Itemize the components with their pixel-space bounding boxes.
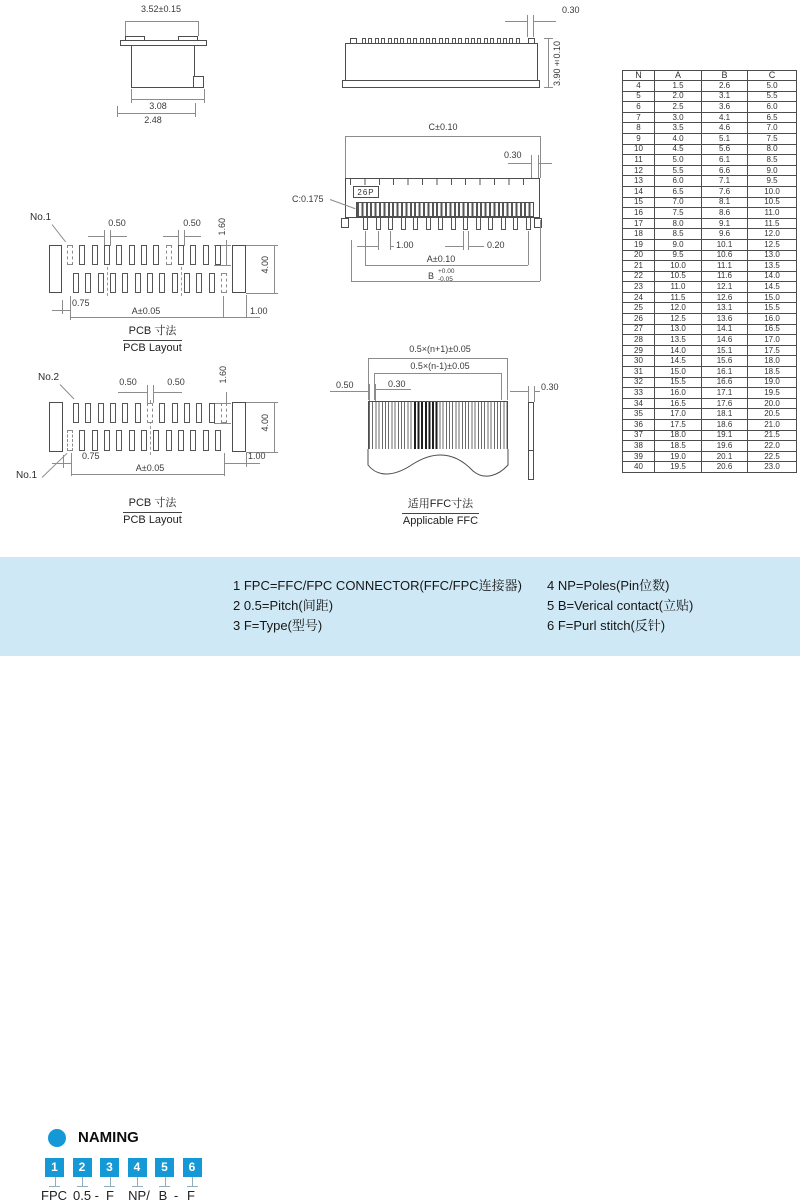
dim-overall-width: C±0.10 [428, 122, 458, 132]
solder-leg [426, 218, 431, 230]
dim-edge: 0.30 [504, 150, 522, 160]
dim-pitch: 1.00 [396, 240, 414, 250]
code-part-dash: - [173, 1188, 179, 1203]
table-row: 36 17.5 18.6 21.0 [623, 420, 797, 431]
naming-box-5: 5 [155, 1158, 174, 1177]
solder-pad [172, 273, 178, 293]
dim-b-tol-plus: +0.00 [438, 268, 455, 275]
solder-pad [184, 273, 190, 293]
table-row: 23 11.0 12.1 14.5 [623, 282, 797, 293]
dim-pad-50a: 0.50 [119, 377, 137, 387]
solder-pad [92, 245, 98, 265]
table-row: 38 18.5 19.6 22.0 [623, 441, 797, 452]
solder-pad [98, 273, 104, 293]
solder-pad [73, 403, 79, 423]
solder-pad [85, 403, 91, 423]
table-row: 8 3.5 4.6 7.0 [623, 123, 797, 134]
solder-leg [501, 218, 506, 230]
solder-pad [67, 430, 73, 451]
table-row: 34 16.5 17.6 20.0 [623, 398, 797, 409]
solder-pad [122, 273, 128, 293]
pin-no1-label: No.1 [30, 212, 52, 223]
solder-leg [526, 218, 531, 230]
pin-no2-label: No.2 [38, 372, 60, 383]
housing-step [193, 76, 204, 88]
table-row: 28 13.5 14.6 17.0 [623, 335, 797, 346]
solder-leg [376, 218, 381, 230]
note-5: 5 B=Verical contact(立贴) [547, 598, 694, 613]
solder-leg [476, 218, 481, 230]
solder-pad [79, 430, 85, 451]
table-row: 17 8.0 9.1 11.5 [623, 218, 797, 229]
dim-075: 0.75 [72, 298, 90, 308]
dim-400: 4.00 [260, 256, 270, 274]
pad-row-bottom [67, 430, 221, 451]
dim-160: 1.60 [217, 218, 227, 236]
table-row: 10 4.5 5.6 8.0 [623, 144, 797, 155]
dim-n-plus: 0.5×(n+1)±0.05 [409, 344, 471, 354]
solder-pad [147, 273, 153, 293]
code-part-poles: NP/ [128, 1188, 150, 1203]
dim-pin-edge: 0.30 [562, 5, 580, 15]
contact-pitch-label: C:0.175 [292, 194, 324, 204]
solder-pad [203, 245, 209, 265]
table-row: 29 14.0 15.1 17.5 [623, 345, 797, 356]
solder-pad [141, 245, 147, 265]
table-row: 31 15.0 16.1 18.5 [623, 367, 797, 378]
solder-pad [221, 403, 227, 423]
ffc-conductors-dark [414, 402, 438, 449]
caption-en: Applicable FFC [402, 515, 479, 528]
naming-box-2: 2 [73, 1158, 92, 1177]
caption-cn: PCB 寸法 [123, 325, 183, 341]
dim-030-right: 0.30 [541, 382, 559, 392]
table-row: 39 19.0 20.1 22.5 [623, 451, 797, 462]
solder-pad [116, 245, 122, 265]
table-row: 15 7.0 8.1 10.5 [623, 197, 797, 208]
connector-base [342, 80, 540, 88]
solder-pad [104, 430, 110, 451]
dim-100: 1.00 [248, 451, 266, 461]
table-row: 4 1.5 2.6 5.0 [623, 81, 797, 92]
solder-pad [98, 403, 104, 423]
poles-label: 26P [353, 186, 379, 198]
code-part-fpc: FPC [41, 1188, 67, 1203]
dim-a: A±0.10 [426, 254, 456, 264]
dim-075: 0.75 [82, 451, 100, 461]
caption-en: PCB Layout [123, 342, 182, 355]
caption-en: PCB Layout [123, 514, 182, 527]
table-row: 32 15.5 16.6 19.0 [623, 377, 797, 388]
table-row: 27 13.0 14.1 16.5 [623, 324, 797, 335]
solder-pad [67, 245, 73, 265]
ffc-cable-break [367, 449, 509, 481]
anchor-pad [232, 402, 246, 452]
solder-pad [116, 430, 122, 451]
table-row: 11 5.0 6.1 8.5 [623, 155, 797, 166]
col-header-c: C [748, 71, 797, 81]
solder-pad [221, 273, 227, 293]
dim-050: 0.50 [336, 380, 354, 390]
ffc-conductors [368, 401, 508, 450]
solder-pad [203, 430, 209, 451]
table-row: 26 12.5 13.6 16.0 [623, 314, 797, 325]
mold-tick-marks [350, 179, 536, 185]
table-row: 21 10.0 11.1 13.5 [623, 261, 797, 272]
solder-pad [209, 273, 215, 293]
table-row: 33 16.0 17.1 19.5 [623, 388, 797, 399]
note-1: 1 FPC=FFC/FPC CONNECTOR(FFC/FPC连接器) [233, 578, 523, 593]
solder-pad [196, 273, 202, 293]
note-4: 4 NP=Poles(Pin位数) [547, 578, 670, 593]
dim-160: 1.60 [218, 366, 228, 384]
note-2: 2 0.5=Pitch(间距) [233, 598, 334, 613]
caption-cn: PCB 寸法 [123, 497, 183, 513]
solder-pad [178, 430, 184, 451]
dim-n-minus: 0.5×(n-1)±0.05 [410, 361, 470, 371]
solder-pad [196, 403, 202, 423]
solder-pad [104, 245, 110, 265]
naming-box-3: 3 [100, 1158, 119, 1177]
ffc-caption [383, 498, 498, 528]
ffc-side-view [528, 402, 534, 480]
dim-b-tol-minus: -0.05 [438, 276, 453, 283]
code-part-contact: B [158, 1188, 168, 1203]
solder-leg [401, 218, 406, 230]
col-header-b: B [702, 71, 748, 81]
dim-pad-50b: 0.50 [183, 218, 201, 228]
naming-box-6: 6 [183, 1158, 202, 1177]
table-row: 5 2.0 3.1 5.5 [623, 91, 797, 102]
solder-pad [135, 273, 141, 293]
naming-panel [0, 557, 800, 1203]
table-row: 12 5.5 6.6 9.0 [623, 165, 797, 176]
solder-pad [147, 403, 153, 423]
dim-030-left: 0.30 [388, 379, 406, 389]
note-3: 3 F=Type(型号) [233, 618, 323, 633]
solder-pad [92, 430, 98, 451]
contact-comb [356, 202, 534, 217]
solder-pad [178, 245, 184, 265]
solder-leg [388, 218, 393, 230]
solder-pad [215, 430, 221, 451]
table-row: 14 6.5 7.6 10.0 [623, 186, 797, 197]
note-6: 6 F=Purl stitch(反针) [547, 618, 666, 633]
table-row: 6 2.5 3.6 6.0 [623, 102, 797, 113]
solder-pad [79, 245, 85, 265]
dim-pad-50a: 0.50 [108, 218, 126, 228]
anchor-pad [49, 402, 63, 452]
table-row: 16 7.5 8.6 11.0 [623, 208, 797, 219]
dim-height: 3.90±0.10 [552, 41, 562, 87]
corner-leg [341, 218, 349, 228]
solder-pad [122, 403, 128, 423]
dim-400: 4.00 [260, 414, 270, 432]
solder-pad [184, 403, 190, 423]
solder-leg [413, 218, 418, 230]
dim-a: A±0.05 [135, 463, 165, 473]
dim-inner-width: 3.08 [149, 101, 167, 111]
dim-a: A±0.05 [131, 306, 161, 316]
spec-table-body [623, 81, 797, 473]
col-header-a: A [655, 71, 702, 81]
table-row: 25 12.0 13.1 15.5 [623, 303, 797, 314]
solder-leg [438, 218, 443, 230]
housing-body [131, 45, 195, 88]
solder-pad [166, 430, 172, 451]
solder-pad [110, 273, 116, 293]
anchor-pad [232, 245, 246, 293]
anchor-pad [49, 245, 62, 293]
dim-outer-width: 2.48 [144, 115, 162, 125]
naming-box-4: 4 [128, 1158, 147, 1177]
table-row: 37 18.0 19.1 21.5 [623, 430, 797, 441]
dim-100: 1.00 [250, 306, 268, 316]
solder-pad [129, 430, 135, 451]
solder-pad [159, 273, 165, 293]
pin-no1-label: No.1 [16, 470, 38, 481]
pcb1-caption [95, 325, 210, 355]
solder-pad [129, 245, 135, 265]
connector-body [345, 43, 538, 81]
table-header-row [623, 71, 797, 81]
solder-legs [363, 218, 531, 230]
code-part-pitch: 0.5 - [72, 1188, 100, 1203]
table-row: 35 17.0 18.1 20.5 [623, 409, 797, 420]
table-row: 13 6.0 7.1 9.5 [623, 176, 797, 187]
table-row: 30 14.5 15.6 18.0 [623, 356, 797, 367]
solder-pad [153, 430, 159, 451]
solder-leg [463, 218, 468, 230]
pad-row-top [73, 403, 227, 423]
naming-title: NAMING [78, 1129, 139, 1146]
dim-top-width: 3.52±0.15 [141, 4, 181, 14]
solder-pad [153, 245, 159, 265]
pad-row-bottom [73, 273, 227, 293]
solder-leg [451, 218, 456, 230]
table-row: 24 11.5 12.6 15.0 [623, 292, 797, 303]
solder-pad [166, 245, 172, 265]
solder-pad [190, 430, 196, 451]
solder-pad [190, 245, 196, 265]
pad-row-top [67, 245, 221, 265]
solder-pad [172, 403, 178, 423]
code-part-type: F [106, 1188, 114, 1203]
solder-leg [488, 218, 493, 230]
table-row: 9 4.0 5.1 7.5 [623, 133, 797, 144]
solder-pad [215, 245, 221, 265]
table-row: 7 3.0 4.1 6.5 [623, 112, 797, 123]
code-part-stitch: F [187, 1188, 195, 1203]
dim-b: B [428, 271, 435, 281]
table-row: 40 19.5 20.6 23.0 [623, 462, 797, 473]
table-row: 22 10.5 11.6 14.0 [623, 271, 797, 282]
solder-pad [209, 403, 215, 423]
pcb2-caption [95, 497, 210, 527]
dim-pin-width: 0.20 [487, 240, 505, 250]
table-row: 18 8.5 9.6 12.0 [623, 229, 797, 240]
solder-pad [73, 273, 79, 293]
solder-pad [110, 403, 116, 423]
table-row: 20 9.5 10.6 13.0 [623, 250, 797, 261]
dim-pad-50b: 0.50 [167, 377, 185, 387]
solder-pad [159, 403, 165, 423]
solder-leg [363, 218, 368, 230]
solder-pad [135, 403, 141, 423]
naming-box-1: 1 [45, 1158, 64, 1177]
solder-leg [513, 218, 518, 230]
caption-cn: 适用FFC寸法 [402, 498, 479, 514]
spec-table [622, 70, 797, 473]
solder-pad [85, 273, 91, 293]
solder-pad [141, 430, 147, 451]
table-row: 19 9.0 10.1 12.5 [623, 239, 797, 250]
col-header-n: N [623, 71, 655, 81]
bullet-icon [48, 1129, 66, 1147]
